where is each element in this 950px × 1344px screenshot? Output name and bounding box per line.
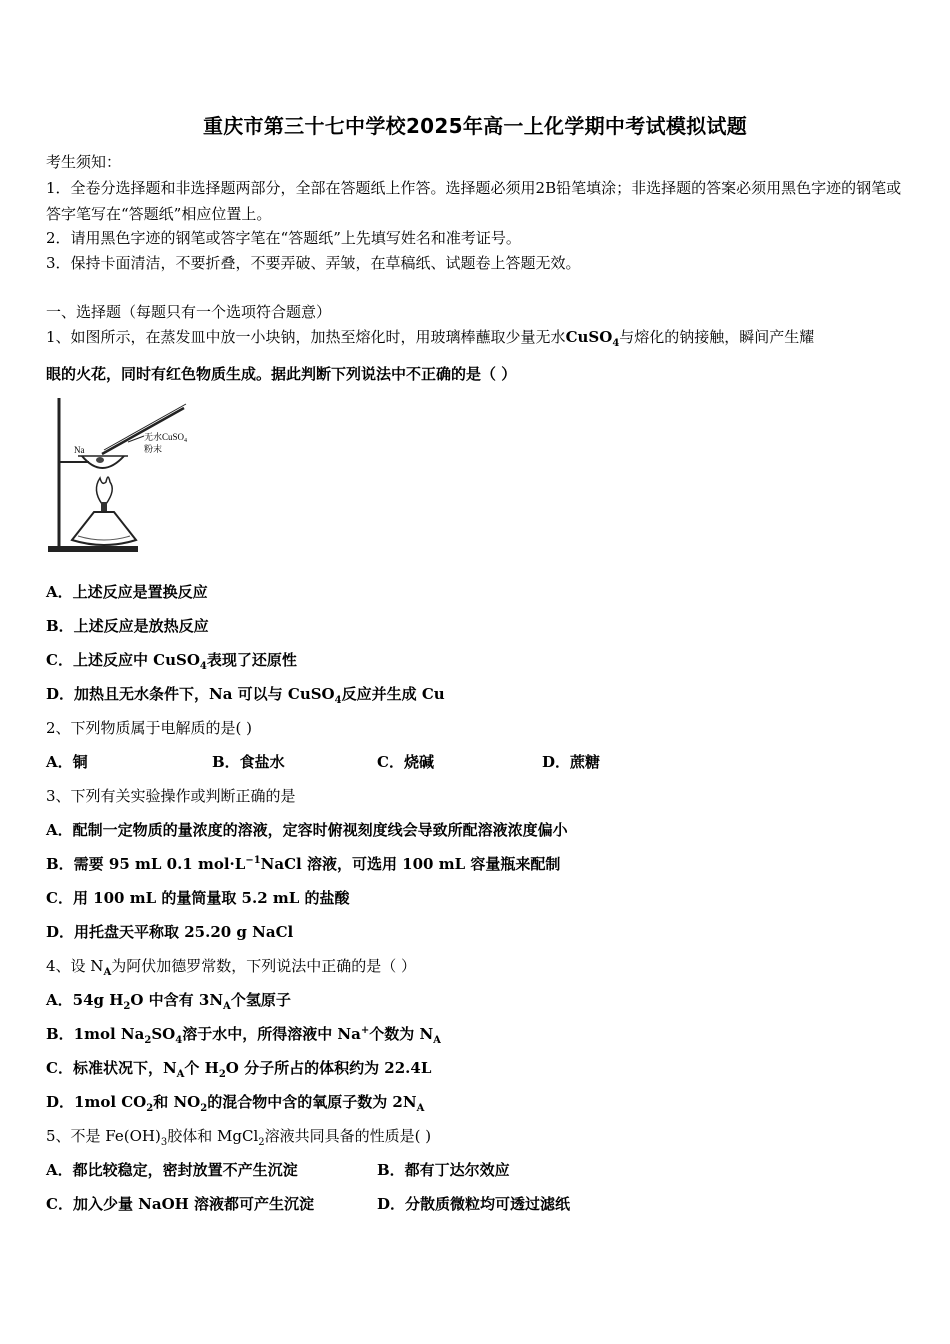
q1-stem-line2: 眼的火花，同时有红色物质生成。据此判断下列说法中不正确的是（ ） xyxy=(46,365,517,383)
powder-label: 粉末 xyxy=(144,444,163,454)
q1-option-b[interactable]: B．上述反应是放热反应 xyxy=(46,617,209,635)
q1-formula-sub: 4 xyxy=(612,338,620,349)
q1-option-c[interactable] xyxy=(46,650,297,670)
q1-c-post: 表现了还原性 xyxy=(206,651,297,669)
q4-b1-sub: 2 xyxy=(144,1035,152,1046)
q4-c3: O 分子所占的体积约为 22.4L xyxy=(225,1059,432,1077)
cuso4-label: 无水CuSO$_4$ xyxy=(144,432,188,444)
q1-option-a[interactable]: A．上述反应是置换反应 xyxy=(46,583,208,601)
q4-a2: O 中含有 3N xyxy=(130,991,224,1009)
q1-option-d[interactable] xyxy=(46,684,445,704)
flame-icon xyxy=(96,477,112,504)
q5-option-a[interactable]: A．都比较稳定，密封放置不产生沉淀 xyxy=(46,1161,298,1179)
q4-d3-sub: A xyxy=(416,1103,425,1114)
q4-d3: 的混合物中含的氧原子数为 2N xyxy=(207,1093,417,1111)
stand-base xyxy=(48,546,138,552)
q3-option-b[interactable] xyxy=(46,854,560,874)
sodium-piece xyxy=(96,457,104,463)
q3-stem: 3、下列有关实验操作或判断正确的是 xyxy=(46,787,296,805)
q4-option-c[interactable] xyxy=(46,1058,431,1078)
q4-c2-sub: 2 xyxy=(218,1069,226,1080)
q4-b3-sup: + xyxy=(360,1025,370,1036)
lamp-liquid xyxy=(78,536,130,540)
q4-d1: D．1mol CO xyxy=(46,1093,147,1111)
q4-option-a[interactable] xyxy=(46,990,291,1010)
lamp-wick xyxy=(101,502,107,512)
q5-stem-post: 溶液共同具备的性质是( ) xyxy=(264,1127,432,1145)
q2-option-b[interactable]: B．食盐水 xyxy=(212,753,285,771)
q4-stem-post: 为阿伏加德罗常数，下列说法中正确的是（ ） xyxy=(111,957,416,975)
q5-stem-pre: 5、不是 Fe(OH) xyxy=(46,1127,161,1145)
q4-a2-sub: A xyxy=(223,1001,231,1012)
q1-formula-text: CuSO xyxy=(565,328,613,346)
q3-b-post: NaCl 溶液，可选用 100 mL 容量瓶来配制 xyxy=(260,855,561,873)
q5-option-c[interactable]: C．加入少量 NaOH 溶液都可产生沉淀 xyxy=(46,1195,315,1213)
q4-a3: 个氢原子 xyxy=(230,991,291,1009)
glass-rod xyxy=(102,408,184,454)
q5-option-b[interactable]: B．都有丁达尔效应 xyxy=(377,1161,510,1179)
q3-option-a[interactable]: A．配制一定物质的量浓度的溶液，定容时俯视刻度线会导致所配溶液浓度偏小 xyxy=(46,821,568,839)
notice-item-3: 3．保持卡面清洁，不要折叠，不要弄破、弄皱，在草稿纸、试题卷上答题无效。 xyxy=(46,254,581,272)
q3-option-c[interactable]: C．用 100 mL 的量筒量取 5.2 mL 的盐酸 xyxy=(46,889,350,907)
q2-option-d[interactable]: D．蔗糖 xyxy=(542,753,601,771)
q4-b4: 个数为 N xyxy=(369,1025,434,1043)
q5-stem xyxy=(46,1126,431,1146)
q4-b1: B．1mol Na xyxy=(46,1025,145,1043)
q1-c-sub: 4 xyxy=(199,661,207,672)
q4-b4-sub: A xyxy=(433,1035,441,1046)
q3-b-sup: −1 xyxy=(245,855,261,866)
q2-option-c[interactable]: C．烧碱 xyxy=(377,753,434,771)
q1-stem-formula xyxy=(565,328,620,349)
notice-item-2: 2．请用黑色字迹的钢笔或答字笔在“答题纸”上先填写姓名和准考证号。 xyxy=(46,229,521,247)
q2-stem: 2、下列物质属于电解质的是( ) xyxy=(46,719,253,737)
apparatus-figure xyxy=(44,394,204,558)
q4-option-b[interactable] xyxy=(46,1024,441,1044)
q4-c1: C．标准状况下，N xyxy=(46,1059,177,1077)
q1-stem-line1 xyxy=(46,327,814,347)
q1-stem-a: 1、如图所示，在蒸发皿中放一小块钠，加热至熔化时，用玻璃棒蘸取少量无水 xyxy=(46,328,566,346)
evaporating-dish xyxy=(82,456,124,468)
na-label: Na xyxy=(74,445,85,455)
notice-item-1: 1．全卷分选择题和非选择题两部分，全部在答题纸上作答。选择题必须用2B铅笔填涂；非选择题的答案必须用黑色字迹的钢笔或答字笔写在“答题纸”相应位置上。 xyxy=(46,179,902,223)
q1-d-pre: D．加热且无水条件下，Na 可以与 CuSO xyxy=(46,685,335,703)
q5-stem-sub2: 2 xyxy=(258,1137,265,1148)
q4-a1: A．54g H xyxy=(46,991,124,1009)
q1-d-sub: 4 xyxy=(334,695,342,706)
q5-stem-mid: 胶体和 MgCl xyxy=(167,1127,259,1145)
notice-heading: 考生须知： xyxy=(46,153,122,171)
q4-stem xyxy=(46,956,416,976)
q5-option-d[interactable]: D．分散质微粒均可透过滤纸 xyxy=(377,1195,571,1213)
q1-d-post: 反应并生成 Cu xyxy=(341,685,445,703)
q2-option-a[interactable]: A．铜 xyxy=(46,753,88,771)
q4-b2: SO xyxy=(151,1025,176,1043)
q4-stem-pre: 4、设 N xyxy=(46,957,104,975)
page-title: 重庆市第三十七中学校2025年高一上化学期中考试模拟试题 xyxy=(202,114,748,138)
q4-d1-sub: 2 xyxy=(146,1103,154,1114)
q4-c1-sub: A xyxy=(176,1069,185,1080)
section-heading: 一、选择题（每题只有一个选项符合题意） xyxy=(46,303,332,321)
q4-c2: 个 H xyxy=(184,1059,219,1077)
q4-stem-sub: A xyxy=(103,967,112,978)
q5-stem-sub1: 3 xyxy=(160,1137,168,1148)
q1-stem-b: 与熔化的钠接触，瞬间产生耀 xyxy=(619,328,815,346)
q4-b2-sub: 4 xyxy=(175,1035,183,1046)
q1-c-pre: C．上述反应中 CuSO xyxy=(46,651,200,669)
q4-d2: 和 NO xyxy=(153,1093,201,1111)
q4-a1-sub: 2 xyxy=(123,1001,131,1012)
q4-d2-sub: 2 xyxy=(200,1103,208,1114)
q3-option-d[interactable]: D．用托盘天平称取 25.20 g NaCl xyxy=(46,923,294,941)
q3-b-pre: B．需要 95 mL 0.1 mol·L xyxy=(46,855,246,873)
q4-option-d[interactable] xyxy=(46,1092,424,1112)
q4-b3: 溶于水中，所得溶液中 Na xyxy=(182,1025,361,1043)
